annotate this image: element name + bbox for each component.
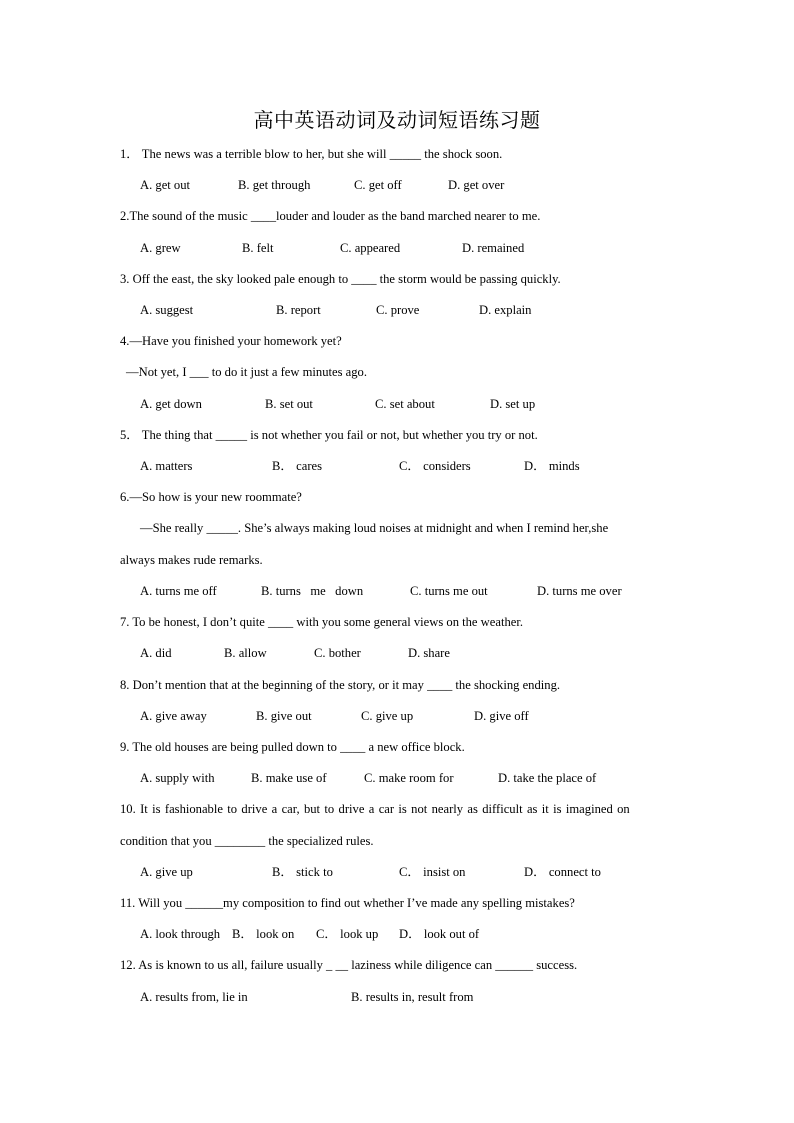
question-9-option-d: D. take the place of <box>498 771 597 785</box>
question-7-option-b: B. allow <box>224 646 267 660</box>
question-3-option-b: B. report <box>276 303 321 317</box>
question-12-stem: 12. As is known to us all, failure usually _ __ laziness while diligence can ______ success. <box>120 958 578 972</box>
question-5-option-d: D． minds <box>524 459 580 473</box>
question-6-option-b: B. turns me down <box>261 584 364 598</box>
question-11-option-b: B． look on <box>232 927 295 941</box>
question-3-option-a: A. suggest <box>140 303 194 317</box>
question-5-option-c: C． considers <box>399 459 471 473</box>
question-1-option-b: B. get through <box>238 178 311 192</box>
question-3-option-c: C. prove <box>376 303 420 317</box>
question-8-option-d: D. give off <box>474 709 529 723</box>
question-10-option-c: C． insist on <box>399 865 466 879</box>
question-5-stem: 5． The thing that _____ is not whether you fail or not, but whether you try or not. <box>120 428 538 442</box>
question-10-stem-line-2: condition that you ________ the specialized rules. <box>120 834 374 848</box>
question-2-option-a: A. grew <box>140 241 181 255</box>
question-11-stem: 11. Will you ______my composition to find out whether I’ve made any spelling mistakes? <box>120 896 575 910</box>
question-8-option-a: A. give away <box>140 709 207 723</box>
question-4-stem: 4.—Have you finished your homework yet? <box>120 334 342 348</box>
question-2-stem: 2.The sound of the music ____louder and louder as the band marched nearer to me. <box>120 209 541 223</box>
question-6-stem-line-3: always makes rude remarks. <box>120 553 263 567</box>
question-9-option-c: C. make room for <box>364 771 454 785</box>
question-11-option-c: C． look up <box>316 927 379 941</box>
question-12-option-b: B. results in, result from <box>351 990 474 1004</box>
question-6-stem: 6.—So how is your new roommate? <box>120 490 302 504</box>
question-3-option-d: D. explain <box>479 303 532 317</box>
question-10-option-b: B． stick to <box>272 865 333 879</box>
question-2-option-d: D. remained <box>462 241 525 255</box>
question-9-stem: 9. The old houses are being pulled down to ____ a new office block. <box>120 740 465 754</box>
question-10-option-a: A. give up <box>140 865 193 879</box>
question-6-stem-line-2: —She really _____. She’s always making loud noises at midnight and when I remind her,she <box>140 521 609 535</box>
question-4-option-c: C. set about <box>375 397 435 411</box>
question-7-stem: 7. To be honest, I don’t quite ____ with you some general views on the weather. <box>120 615 523 629</box>
question-8-option-c: C. give up <box>361 709 414 723</box>
question-9-option-a: A. supply with <box>140 771 215 785</box>
question-1-option-a: A. get out <box>140 178 191 192</box>
question-1-option-c: C. get off <box>354 178 402 192</box>
question-10-option-d: D． connect to <box>524 865 601 879</box>
page-title: 高中英语动词及动词短语练习题 <box>253 108 541 132</box>
question-2-option-b: B. felt <box>242 241 274 255</box>
question-11-option-d: D． look out of <box>399 927 480 941</box>
question-1-option-d: D. get over <box>448 178 505 192</box>
question-10-stem: 10. It is fashionable to drive a car, but to drive a car is not nearly as difficult as it is imagined on <box>120 802 630 816</box>
question-6-option-a: A. turns me off <box>140 584 217 598</box>
question-8-stem: 8. Don’t mention that at the beginning of the story, or it may ____ the shocking ending. <box>120 678 561 692</box>
question-4-option-a: A. get down <box>140 397 202 411</box>
question-7-option-d: D. share <box>408 646 450 660</box>
question-12-option-a: A. results from, lie in <box>140 990 248 1004</box>
question-3-stem: 3. Off the east, the sky looked pale enough to ____ the storm would be passing quickly. <box>120 272 561 286</box>
question-1-stem: 1． The news was a terrible blow to her, but she will _____ the shock soon. <box>120 147 503 161</box>
question-6-option-c: C. turns me out <box>410 584 488 598</box>
question-6-option-d: D. turns me over <box>537 584 622 598</box>
question-4-option-d: D. set up <box>490 397 536 411</box>
question-2-option-c: C. appeared <box>340 241 401 255</box>
question-4-option-b: B. set out <box>265 397 313 411</box>
question-7-option-c: C. bother <box>314 646 361 660</box>
question-4-stem-line-2: —Not yet, I ___ to do it just a few minutes ago. <box>126 365 367 379</box>
question-11-option-a: A. look through <box>140 927 221 941</box>
question-5-option-b: B． cares <box>272 459 323 473</box>
question-9-option-b: B. make use of <box>251 771 327 785</box>
question-5-option-a: A. matters <box>140 459 193 473</box>
question-8-option-b: B. give out <box>256 709 312 723</box>
question-7-option-a: A. did <box>140 646 172 660</box>
